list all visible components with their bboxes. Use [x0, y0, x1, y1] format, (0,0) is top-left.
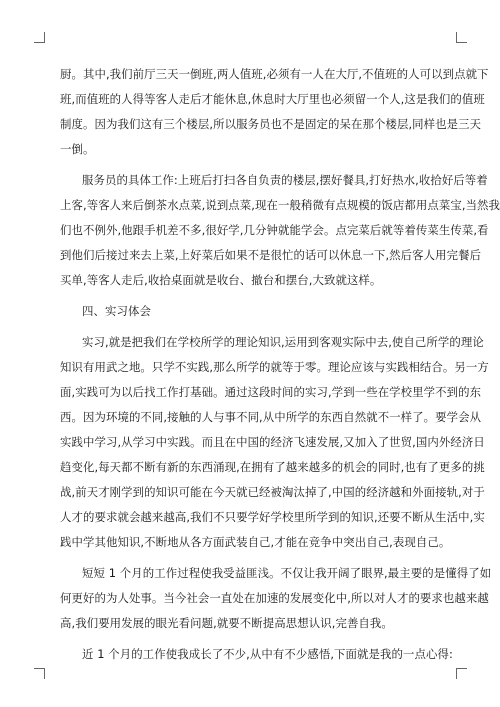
text-line: 服务员的具体工作:上班后打扫各自负责的楼层,摆好餐具,打好热水,收拾好后等着: [82, 173, 488, 187]
text-line: 上客,等客人来后倒茶水点菜,说到点菜,现在一般稍微有点规模的饭店都用点菜宝,当然我: [60, 198, 500, 212]
text-line: 厨。其中,我们前厅三天一倒班,两人值班,必须有一人在大厅,不值班的人可以到点就下: [60, 67, 489, 81]
text-line: 人才的要求就会越来越高,我们不只要学好学校里所学到的知识,还要不断从生活中,实: [60, 510, 485, 524]
text-line: 西。因为环境的不同,接触的人与事不同,从中所学的东西自然就不一样了。要学会从: [60, 410, 482, 424]
text-line: 实践中学习,从学习中实践。而且在中国的经济飞速发展,又加入了世贸,国内外经济日: [60, 435, 485, 449]
text-line: 短短 1 个月的工作过程使我受益匪浅。不仅让我开阔了眼界,最主要的是懂得了如: [82, 566, 492, 580]
paragraph-internship-reflection: [60, 330, 489, 555]
text-line: 践中学其他知识,不断地从各方面武装自己,才能在竞争中突出自己,表现自己。: [60, 535, 451, 549]
text-line: 高,我们要用发展的眼光看问题,就要不断提高思想认识,完善自我。: [60, 616, 393, 630]
section-heading: [60, 299, 443, 324]
text-line: 们也不例外,他跟手机差不多,很好学,几分钟就能学会。点完菜后就等着传菜生传菜,看: [60, 223, 489, 237]
crop-mark-bottom-right: [456, 668, 467, 679]
crop-mark-top-right: [456, 32, 467, 43]
paragraph-one-month-growth: [60, 561, 492, 636]
text-line: 近 1 个月的工作使我成长了不少,从中有不少感悟,下面就是我的一点心得:: [82, 647, 453, 661]
crop-mark-top-left: [34, 32, 45, 43]
document-body: [60, 62, 500, 673]
text-line: 制度。因为我们这有三个楼层,所以服务员也不是固定的呆在那个楼层,同样也是三天: [60, 117, 482, 131]
text-line: 面,实践可为以后找工作打基础。通过这段时间的实习,学到一些在学校里学不到的东: [60, 385, 482, 399]
paragraph-closing-intro: [60, 642, 453, 667]
crop-mark-bottom-left: [34, 668, 45, 679]
text-line: 班,而值班的人得等客人走后才能休息,休息时大厅里也必须留一个人,这是我们的值班: [60, 92, 485, 106]
paragraph-waiter-duties: [60, 168, 500, 293]
text-line: 何更好的为人处事。当今社会一直处在加速的发展变化中,所以对人才的要求也越来越: [60, 591, 489, 605]
text-line: 趋变化,每天都不断有新的东西涌现,在拥有了越来越多的机会的同时,也有了更多的挑: [60, 460, 485, 474]
section-heading-text: 四、实习体会: [82, 304, 151, 318]
text-line: 知识有用武之地。只学不实践,那么所学的就等于零。理论应该与实践相结合。另一方: [60, 360, 489, 374]
text-line: 实习,就是把我们在学校所学的理论知识,运用到客观实际中去,使自己所学的理论: [82, 335, 484, 349]
text-line: 一倒。: [60, 142, 95, 156]
text-line: 买单,等客人走后,收拾桌面就是收台、撤台和摆台,大致就这样。: [60, 273, 382, 287]
text-line: 战,前天才刚学到的知识可能在今天就已经被淘汰掉了,中国的经济越和外面接轨,对于: [60, 485, 485, 499]
text-line: 到他们后接过来去上菜,上好菜后如果不是很忙的话可以休息一下,然后客人用完餐后: [60, 248, 482, 262]
paragraph-shift-arrangement: [60, 62, 489, 162]
